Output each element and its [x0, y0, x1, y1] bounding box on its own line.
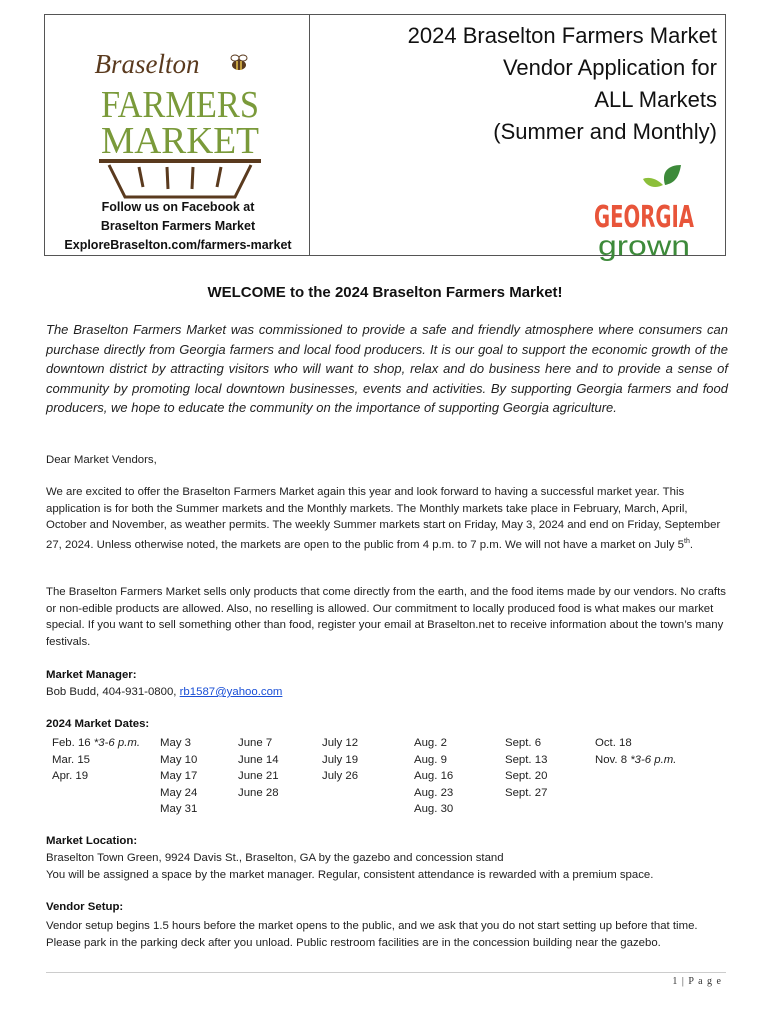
grown-text: grown: [598, 230, 690, 261]
date-item: Feb. 16 *3-6 p.m.: [52, 737, 141, 749]
basket-icon: [99, 161, 261, 197]
braselton-farmers-market-logo: [95, 41, 265, 201]
location-line-2: You will be assigned a space by the market manager. Regular, consistent attendance is rewarded with a premium space.: [46, 869, 654, 881]
location-label: Market Location:: [46, 835, 138, 847]
date-item: Sept. 13: [505, 753, 548, 766]
superscript: th: [684, 537, 690, 545]
logo-market-text: MARKET: [101, 120, 259, 162]
logo-braselton-text: Braselton: [94, 49, 200, 79]
title-line-1: 2024 Braselton Farmers Market: [407, 23, 717, 48]
bee-icon: [231, 55, 247, 70]
title-line-3: ALL Markets: [594, 87, 717, 112]
dates-column-4: [322, 735, 358, 785]
dates-column-6: [505, 735, 547, 801]
header-logo-box: [44, 14, 310, 256]
date-item: Apr. 19: [52, 770, 89, 783]
paragraph-products: The Braselton Farmers Market sells only products that come directly from the earth, and the food items made by our vendors. No crafts or non-edible products are allowed. Also, no reselling is allowed. Our commitment to locally produced food is what makes our market special. If you want to sell something other than food, register your email at Braselton.net to receive information about the town’s many festivals.: [46, 586, 726, 648]
date-item: Aug. 16: [414, 770, 454, 783]
intro-paragraph: The Braselton Farmers Market was commissioned to provide a safe and friendly atmosphere where consumers can purchase directly from Georgia farmers and local food producers. It is our goal to support the economic growth of the downtown district by attracting visitors who will want to shop, relax and do business here and to provide a sense of community by promoting local downtown businesses, events and activities. By supporting Georgia farmers and food producers, we hope to educate the community on the importance of supporting Georgia agriculture.: [46, 322, 728, 415]
follow-line-2: Braselton Farmers Market: [100, 219, 256, 233]
manager-contact: Bob Budd, 404-931-0800,: [46, 686, 180, 698]
date-item: Sept. 6: [505, 737, 542, 749]
date-item: July 12: [322, 737, 359, 749]
dates-label: 2024 Market Dates:: [46, 718, 150, 730]
date-item: May 24: [160, 786, 198, 799]
dates-column-1: [52, 735, 140, 785]
date-item: June 28: [238, 786, 279, 799]
location-line-1: Braselton Town Green, 9924 Davis St., Braselton, GA by the gazebo and concession stand: [46, 852, 504, 864]
date-item: July 26: [322, 770, 359, 783]
follow-line-1: Follow us on Facebook at: [101, 200, 255, 214]
date-item: May 10: [160, 753, 198, 766]
title-line-4: (Summer and Monthly): [493, 119, 717, 144]
date-item: Aug. 9: [414, 753, 447, 766]
date-item: Oct. 18: [595, 737, 632, 749]
date-item: Mar. 15: [52, 753, 90, 766]
date-item: May 31: [160, 803, 198, 816]
leaf-icon: [643, 165, 681, 187]
dates-column-3: [238, 735, 279, 801]
setup-label: Vendor Setup:: [46, 901, 124, 913]
logo-farmers-text: FARMERS: [101, 84, 259, 126]
setup-text: Vendor setup begins 1.5 hours before the market opens to the public, and we ask that you do not start setting up before that time. Please park in the parking deck after you unload. Public restroom facilities are in the concession building near the gazebo.: [46, 920, 698, 949]
date-item: Sept. 20: [505, 770, 548, 783]
date-item: May 17: [160, 770, 198, 783]
manager-label: Market Manager:: [46, 669, 137, 681]
date-item: Nov. 8 *3-6 p.m.: [595, 753, 677, 766]
paragraph-schedule-end: .: [689, 538, 694, 551]
date-item: July 19: [322, 753, 359, 766]
date-item: June 7: [238, 737, 273, 749]
manager-email-link[interactable]: rb1587@yahoo.com: [179, 686, 283, 698]
paragraph-schedule: [46, 484, 728, 553]
date-item: May 3: [160, 737, 192, 749]
dates-column-7: [595, 735, 676, 768]
greeting: Dear Market Vendors,: [46, 454, 157, 466]
title-line-2: Vendor Application for: [502, 55, 717, 80]
date-item: Aug. 30: [414, 803, 454, 816]
dates-column-2: [160, 735, 197, 818]
dates-column-5: [414, 735, 453, 818]
georgia-grown-logo: [589, 163, 699, 263]
georgia-text: GEORGIA: [594, 200, 695, 235]
date-item: June 14: [238, 753, 279, 766]
date-item: Aug. 23: [414, 786, 454, 799]
manager-info: [46, 686, 282, 698]
date-item: June 21: [238, 770, 279, 783]
header-title-box: [310, 14, 726, 261]
follow-line-3: ExploreBraselton.com/farmers-market: [64, 238, 292, 252]
page-number: 1 | P a g e: [672, 976, 722, 987]
date-item: Sept. 27: [505, 786, 548, 799]
welcome-heading: WELCOME to the 2024 Braselton Farmers Market!: [207, 284, 563, 301]
paragraph-schedule-text: We are excited to offer the Braselton Farmers Market again this year and look forward to having a successful market year. This application is for both the Summer markets and the Monthly markets. The Monthly markets take place in February, March, April, October and November, as weather permits. The weekly Summer markets start on Friday, May 3, 2024 and end on Friday, September 27, 2024. Unless otherwise noted, the markets are open to the public from 4 p.m. to 7 p.m. We will not have a market on July 5: [46, 486, 721, 551]
footer-divider: [46, 972, 726, 973]
date-item: Aug. 2: [414, 737, 447, 749]
